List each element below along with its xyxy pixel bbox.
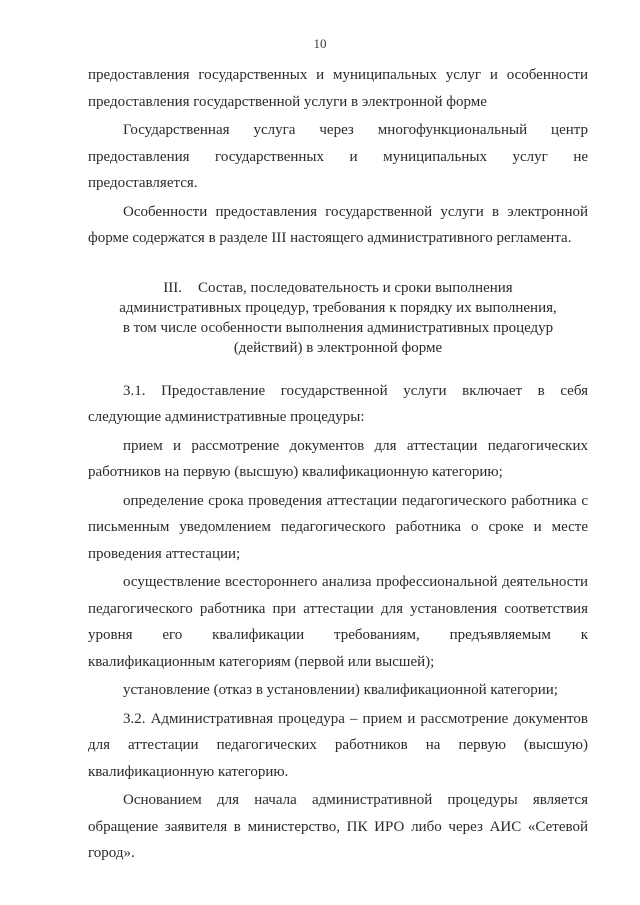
section-heading bbox=[88, 278, 588, 358]
paragraph-mfc: Государственная услуга через многофункциональный центр предоставления государственных и муниципальных услуг не предоставляется. bbox=[88, 122, 588, 191]
page-number: 10 bbox=[313, 36, 327, 51]
section-number: III. bbox=[163, 279, 183, 296]
paragraph-electronic-features: Особенности предоставления государственной услуги в электронной форме содержатся в разделе III настоящего административного регламента. bbox=[88, 203, 588, 246]
list-item-acceptance: прием и рассмотрение документов для аттестации педагогических работников на первую (высшую) квалификационную категорию; bbox=[88, 437, 588, 480]
document-body bbox=[88, 62, 588, 867]
list-item-category: установление (отказ в установлении) квалификационной категории; bbox=[123, 682, 558, 698]
paragraph-3-2: 3.2. Административная процедура – прием и рассмотрение документов для аттестации педагогических работников на первую (высшую) квалификационную категорию. bbox=[88, 710, 588, 780]
paragraph-basis: Основанием для начала административной процедуры является обращение заявителя в министерство, ПК ИРО либо через АИС «Сетевой город». bbox=[88, 792, 588, 861]
list-item-analysis: осуществление всестороннего анализа профессиональной деятельности педагогического работника при аттестации для установления соответствия уровня его квалификации требованиям, предъявляемым к квалификационным категориям (первой или высшей); bbox=[88, 574, 588, 670]
list-item-schedule: определение срока проведения аттестации педагогического работника с письменным уведомлением педагогического работника о сроке и месте проведения аттестации; bbox=[88, 492, 588, 562]
paragraph-3-1: 3.1. Предоставление государственной услуги включает в себя следующие административные процедуры: bbox=[88, 382, 588, 425]
section-title-text: Состав, последовательность и сроки выполнения административных процедур, требования к порядку их выполнения, в том числе особенности выполнения административных процедур (действий) в электронной форме bbox=[119, 279, 557, 356]
paragraph-continuation: предоставления государственных и муниципальных услуг и особенности предоставления государственной услуги в электронной форме bbox=[88, 67, 588, 110]
